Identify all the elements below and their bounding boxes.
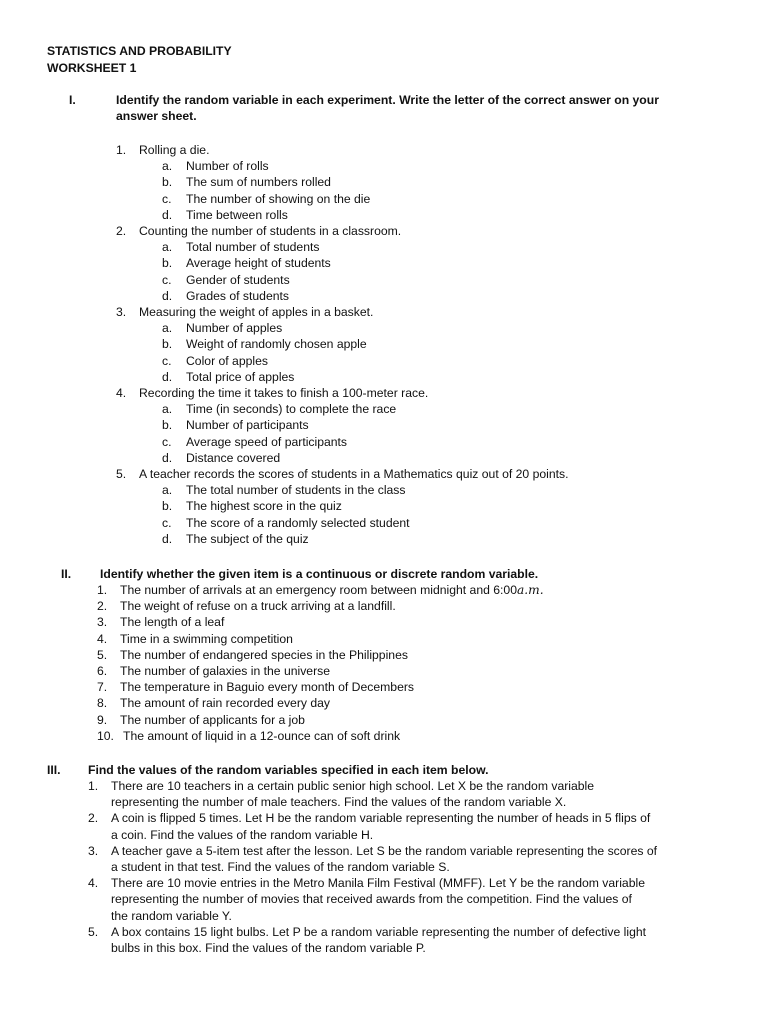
problem-number: 2. (88, 811, 99, 826)
problem-text: A box contains 15 light bulbs. Let P be a random variable representing the number of defective light (111, 924, 647, 939)
list-number: 2. (97, 599, 108, 614)
list-item-text-main: The weight of refuse on a truck arriving at a landfill. (120, 599, 396, 614)
list-item-text-main: Time in a swimming competition (120, 631, 293, 646)
section-1-instruction-cont: answer sheet. (116, 109, 197, 123)
choice-text: Distance covered (186, 450, 281, 465)
choice-text: Gender of students (186, 272, 290, 287)
list-item-text (120, 712, 305, 728)
choice-text: The total number of students in the class (186, 483, 406, 498)
choice-letter: d. (162, 207, 173, 222)
choice-text: Time between rolls (186, 207, 288, 222)
document-subtitle: WORKSHEET 1 (47, 61, 137, 75)
choice-letter: c. (162, 434, 172, 449)
section-3-instruction: Find the values of the random variables specified in each item below. (88, 763, 489, 777)
choice-text: Weight of randomly chosen apple (186, 337, 367, 352)
choice-letter: b. (162, 175, 173, 190)
list-number: 5. (97, 647, 108, 662)
list-number: 1. (97, 583, 108, 597)
problem-number: 3. (88, 843, 99, 858)
choice-text: Total price of apples (186, 369, 295, 384)
choice-text: The highest score in the quiz (186, 499, 342, 514)
list-item-text (120, 598, 396, 614)
problem-number: 1. (88, 779, 99, 793)
choice-letter: d. (162, 288, 173, 303)
problem-text: representing the number of movies that received awards from the competition. Find the values of (111, 892, 632, 907)
problem-text: a student in that test. Find the values of the random variable S. (111, 860, 450, 874)
choice-letter: a. (162, 321, 173, 336)
question-text: A teacher records the scores of students in a Mathematics quiz out of 20 points. (139, 467, 569, 481)
problem-text: representing the number of male teachers. Find the values of the random variable X. (111, 795, 567, 810)
list-item-text-main: The length of a leaf (120, 615, 225, 630)
problem-text: the random variable Y. (111, 908, 232, 923)
choice-text: Time (in seconds) to complete the race (186, 402, 397, 417)
problem-text: bulbs in this box. Find the values of the random variable P. (111, 941, 426, 955)
list-item-text (123, 728, 400, 744)
choice-letter: d. (162, 531, 173, 546)
list-number: 8. (97, 696, 108, 711)
choice-letter: a. (162, 483, 173, 498)
choice-letter: b. (162, 499, 173, 514)
question-text: Recording the time it takes to finish a 100-meter race. (139, 386, 429, 400)
list-item-text-main: The number of endangered species in the Philippines (120, 647, 408, 662)
section-2-instruction: Identify whether the given item is a continuous or discrete random variable. (100, 567, 539, 581)
math-time-suffix: a.m. (517, 583, 544, 597)
list-item-text-main: The amount of rain recorded every day (120, 696, 331, 711)
choice-text: Number of apples (186, 321, 283, 336)
list-number: 10. (97, 728, 114, 743)
choice-text: Average height of students (186, 256, 331, 271)
section-3-numeral: III. (47, 763, 61, 777)
question-text: Measuring the weight of apples in a basket. (139, 305, 374, 319)
choice-letter: b. (162, 418, 173, 433)
choice-text: Color of apples (186, 353, 268, 368)
question-number: 5. (116, 467, 127, 481)
choice-text: The number of showing on the die (186, 191, 371, 206)
list-number: 9. (97, 712, 108, 727)
list-item-text (120, 582, 544, 598)
problem-text: A coin is flipped 5 times. Let H be the random variable representing the number of heads in 5 flips of (111, 811, 651, 826)
list-item-text (120, 663, 330, 679)
problem-number: 5. (88, 924, 99, 939)
section-1-instruction: Identify the random variable in each experiment. Write the letter of the correct answer on your (116, 93, 659, 107)
choice-letter: b. (162, 256, 173, 271)
choice-text: Grades of students (186, 288, 289, 303)
question-number: 4. (116, 386, 127, 400)
choice-letter: d. (162, 450, 173, 465)
list-item-text (120, 614, 224, 630)
choice-letter: d. (162, 369, 173, 384)
choice-letter: c. (162, 272, 172, 287)
question-number: 1. (116, 143, 127, 157)
choice-letter: c. (162, 515, 172, 530)
choice-letter: a. (162, 159, 173, 174)
problem-text: a coin. Find the values of the random variable H. (111, 827, 374, 842)
question-number: 2. (116, 224, 127, 238)
choice-text: Number of participants (186, 418, 309, 433)
document-title: STATISTICS AND PROBABILITY (47, 44, 232, 58)
list-item-text-main: The temperature in Baguio every month of Decembers (120, 680, 414, 695)
list-item-text-main: The number of arrivals at an emergency room between midnight and 6:00 (120, 583, 517, 597)
list-number: 3. (97, 615, 108, 630)
choice-text: Number of rolls (186, 159, 269, 174)
choice-letter: a. (162, 240, 173, 255)
question-text: Rolling a die. (139, 143, 210, 157)
choice-text: Average speed of participants (186, 434, 348, 449)
section-2-numeral: II. (61, 567, 72, 581)
list-number: 4. (97, 631, 108, 646)
choice-text: The subject of the quiz (186, 531, 309, 546)
list-item-text (120, 679, 414, 695)
choice-letter: b. (162, 337, 173, 352)
list-item-text-main: The number of galaxies in the universe (120, 664, 331, 678)
choice-letter: c. (162, 353, 172, 368)
problem-text: A teacher gave a 5-item test after the lesson. Let S be the random variable representing the scores of (111, 843, 658, 858)
problem-number: 4. (88, 876, 99, 891)
list-item-text (120, 647, 408, 663)
list-item-text-main: The amount of liquid in a 12-ounce can of soft drink (123, 728, 401, 743)
question-text: Counting the number of students in a classroom. (139, 224, 402, 238)
list-item-text (120, 631, 293, 647)
list-item-text-main: The number of applicants for a job (120, 712, 305, 727)
list-number: 7. (97, 680, 108, 695)
problem-text: There are 10 movie entries in the Metro Manila Film Festival (MMFF). Let Y be the random variable (111, 876, 645, 891)
choice-text: Total number of students (186, 240, 320, 255)
choice-text: The score of a randomly selected student (186, 515, 410, 530)
section-1-numeral: I. (69, 93, 76, 107)
choice-text: The sum of numbers rolled (186, 175, 331, 190)
choice-letter: c. (162, 191, 172, 206)
choice-letter: a. (162, 402, 173, 417)
list-item-text (120, 695, 330, 711)
list-number: 6. (97, 664, 108, 678)
question-number: 3. (116, 305, 127, 319)
problem-text: There are 10 teachers in a certain public senior high school. Let X be the random variable (111, 779, 595, 793)
